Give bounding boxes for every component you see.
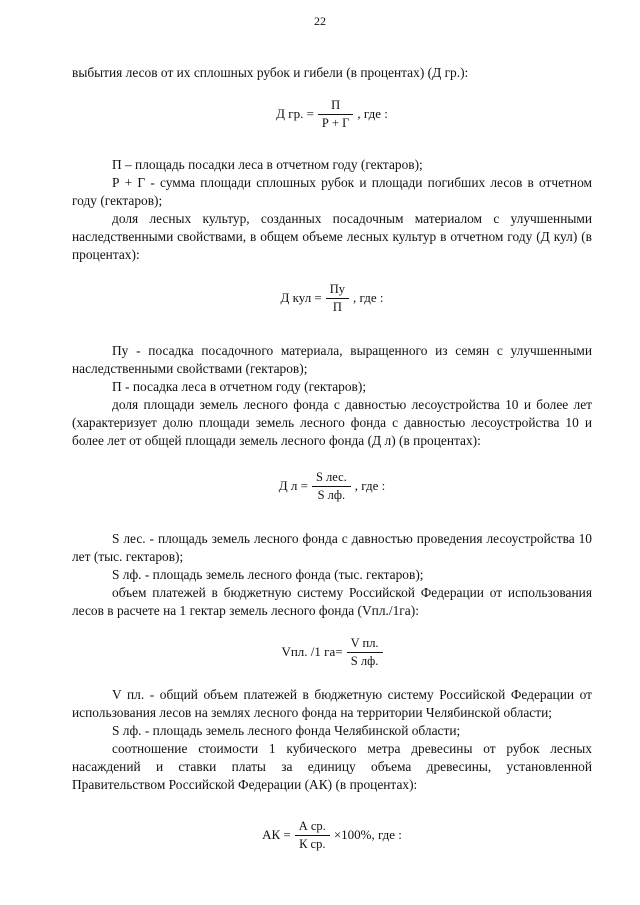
- formula-d-gr: [72, 86, 592, 142]
- numerator: V пл.: [350, 635, 379, 650]
- page-number: 22: [314, 14, 326, 28]
- fraction: [312, 470, 351, 503]
- paragraph: П - посадка леса в отчетном году (гектаров);: [112, 379, 367, 394]
- paragraph: объем платежей в бюджетную систему Российской Федерации от использования лесов в расчете на 1 гектар земель лесного фонда (Vпл./1га):: [72, 585, 592, 618]
- numerator: Пу: [329, 281, 346, 296]
- formula-tail: , где :: [357, 106, 388, 121]
- paragraph: выбытия лесов от их сплошных рубок и гибели (в процентах) (Д гр.):: [72, 65, 469, 80]
- paragraph: доля лесных культур, созданных посадочным материалом с улучшенными наследственными свойствами, в общем объеме лесных культур в отчетном году (Д кул) (в процентах):: [72, 211, 592, 262]
- formula-lhs: Vпл. /1 га=: [281, 644, 343, 659]
- paragraph: Пу - посадка посадочного материала, выращенного из семян с улучшенными наследственными свойствами (гектаров);: [72, 343, 592, 376]
- formula-tail: , где :: [353, 290, 384, 305]
- paragraph: П – площадь посадки леса в отчетном году (гектаров);: [112, 157, 423, 172]
- document-body: [72, 64, 592, 868]
- paragraph: V пл. - общий объем платежей в бюджетную систему Российской Федерации от использования лесов на землях лесного фонда на территории Челябинской области;: [72, 687, 592, 720]
- fraction: [326, 282, 349, 315]
- paragraph: S лф. - площадь земель лесного фонда Челябинской области;: [112, 723, 461, 738]
- numerator: А ср.: [298, 818, 326, 833]
- paragraph: доля площади земель лесного фонда с давностью лесоустройства 10 и более лет (характеризует долю площади земель лесного фонда с давностью лесоустройства 10 и более лет от общей площади земель лесного фонда (Д л) (в процентах):: [72, 397, 592, 448]
- fraction: [318, 98, 353, 131]
- formula-tail: ×100%, где :: [333, 827, 402, 842]
- denominator: К ср.: [299, 836, 326, 851]
- formula-lhs: Д л =: [278, 478, 308, 493]
- formula-d-kul: [72, 268, 592, 328]
- formula-lhs: Д гр. =: [276, 106, 314, 121]
- formula-tail: , где :: [354, 478, 386, 493]
- numerator: П: [331, 97, 341, 112]
- fraction: [295, 819, 330, 852]
- formula-ak: [72, 802, 592, 868]
- denominator: Р + Г: [321, 115, 350, 130]
- numerator: S лес.: [315, 469, 347, 484]
- denominator: S лф.: [317, 487, 346, 502]
- formula-lhs: Д кул =: [280, 290, 322, 305]
- formula-d-l: [72, 456, 592, 516]
- paragraph: Р + Г - сумма площади сплошных рубок и площади погибших лесов в отчетном году (гектаров);: [72, 175, 592, 208]
- paragraph: S лф. - площадь земель лесного фонда (тыс. гектаров);: [112, 567, 424, 582]
- paragraph: S лес. - площадь земель лесного фонда с давностью проведения лесоустройства 10 лет (тыс. гектаров);: [72, 531, 592, 564]
- denominator: S лф.: [350, 653, 379, 668]
- fraction: [347, 636, 383, 669]
- paragraph: соотношение стоимости 1 кубического метра древесины от рубок лесных насаждений и ставки платы за единицу объема древесины, установленной Правительством Российской Федерации (АК) (в процентах):: [72, 741, 592, 792]
- formula-v-pl: [72, 626, 592, 678]
- formula-lhs: АК =: [262, 827, 291, 842]
- denominator: П: [332, 299, 342, 314]
